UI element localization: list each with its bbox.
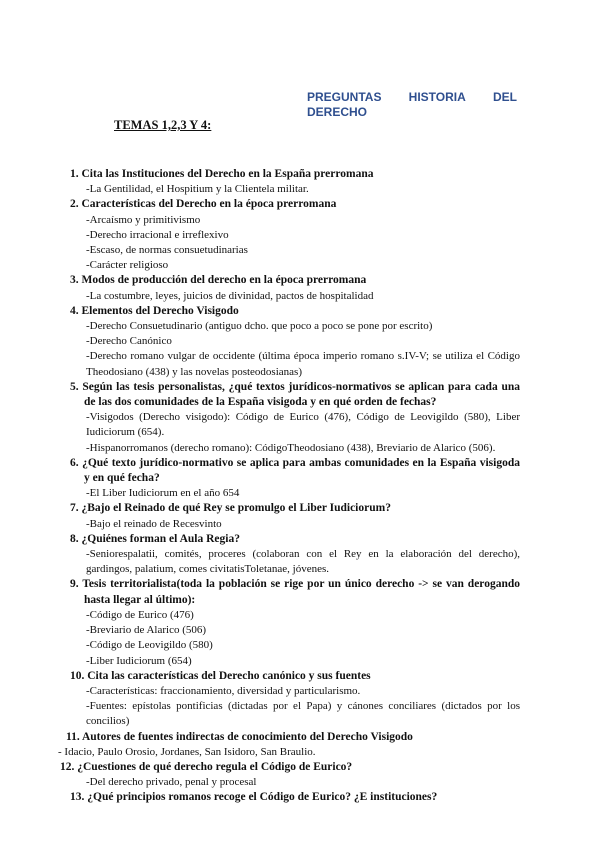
- answer-9-3: -Código de Leovigildo (580): [86, 639, 213, 652]
- answer-9-1: -Código de Eurico (476): [86, 608, 194, 621]
- document-title: [307, 90, 517, 120]
- question-9: 9. Tesis territorialista(toda la población se rige por un único derecho -> se van derogando hasta llegar al último):: [70, 578, 520, 606]
- answer-9-2: -Breviario de Alarico (506): [86, 624, 207, 637]
- answer-2-4: -Carácter religioso: [86, 259, 169, 272]
- title-line-2: DERECHO: [307, 105, 368, 119]
- question-1: 1. Cita las Instituciones del Derecho en la España prerromana: [70, 168, 374, 180]
- answer-11-1: - Idacio, Paulo Orosio, Jordanes, San Isidoro, San Braulio.: [58, 745, 316, 758]
- answer-10-2: -Fuentes: epístolas pontificias (dictadas por el Papa) y cánones conciliares (dictados por los concilios): [86, 700, 520, 728]
- title-word-2: HISTORIA: [408, 90, 466, 104]
- question-list: [60, 167, 520, 806]
- answer-2-1: -Arcaísmo y primitivismo: [86, 213, 201, 226]
- question-7: 7. ¿Bajo el Reinado de qué Rey se promulgo el Liber Iudiciorum?: [70, 502, 391, 515]
- question-13: 13. ¿Qué principios romanos recoge el Código de Eurico? ¿E instituciones?: [70, 791, 438, 804]
- answer-2-2: -Derecho irracional e irreflexivo: [86, 228, 229, 241]
- question-5: 5. Según las tesis personalistas, ¿qué textos jurídicos-normativos se aplican para cada una de las dos comunidades de la España visigoda y en qué orden de fechas?: [70, 380, 520, 409]
- question-10: 10. Cita las características del Derecho canónico y sus fuentes: [70, 669, 371, 682]
- title-word-3: DEL: [492, 90, 517, 104]
- question-3: 3. Modos de producción del derecho en la época prerromana: [70, 274, 367, 287]
- title-word-1: PREGUNTAS: [307, 90, 382, 104]
- answer-3-1: -La costumbre, leyes, juicios de divinidad, pactos de hospitalidad: [86, 289, 374, 302]
- question-11: 11. Autores de fuentes indirectas de conocimiento del Derecho Visigodo: [66, 730, 413, 743]
- answer-5-2: -Hispanorromanos (derecho romano): CódigoTheodosiano (438), Breviario de Alarico (506).: [86, 441, 496, 454]
- question-12: 12. ¿Cuestiones de qué derecho regula el Código de Eurico?: [60, 760, 353, 773]
- question-4: 4. Elementos del Derecho Visigodo: [70, 304, 239, 317]
- answer-4-3: -Derecho romano vulgar de occidente (última época imperio romano s.IV-V; se utiliza el Código Theodosiano (438) y las novelas posteodosianas): [86, 350, 520, 378]
- answer-2-3: -Escaso, de normas consuetudinarias: [86, 244, 248, 257]
- answer-6-1: -El Liber Iudiciorum en el año 654: [86, 487, 240, 500]
- answer-5-1: -Visigodos (Derecho visigodo): Código de Eurico (476), Código de Leovigildo (580), Liber Iudiciorum (654).: [86, 411, 520, 439]
- answer-12-1: -Del derecho privado, penal y procesal: [86, 776, 257, 789]
- answer-4-1: -Derecho Consuetudinario (antiguo dcho. que poco a poco se pone por escrito): [86, 320, 433, 333]
- answer-1-1: -La Gentilidad, el Hospitium y la Clientela militar.: [86, 183, 309, 196]
- question-6: 6. ¿Qué texto jurídico-normativo se aplica para ambas comunidades en la España visigoda y en qué fecha?: [70, 456, 520, 485]
- temas-heading: TEMAS 1,2,3 Y 4:: [114, 118, 212, 132]
- question-2: 2. Características del Derecho en la época prerromana: [70, 198, 337, 211]
- answer-8-1: -Seniorespalatii, comités, proceres (colaboran con el Rey en la elaboración del derecho), gardingos, palatium, comes civitatisToletanae, jóvenes.: [86, 548, 520, 576]
- answer-10-1: -Características: fraccionamiento, diversidad y particularismo.: [86, 684, 361, 697]
- answer-9-4: -Liber Iudiciorum (654): [86, 654, 192, 667]
- question-8: 8. ¿Quiénes forman el Aula Regia?: [70, 532, 240, 545]
- answer-4-2: -Derecho Canónico: [86, 335, 172, 348]
- answer-7-1: -Bajo el reinado de Recesvinto: [86, 517, 222, 530]
